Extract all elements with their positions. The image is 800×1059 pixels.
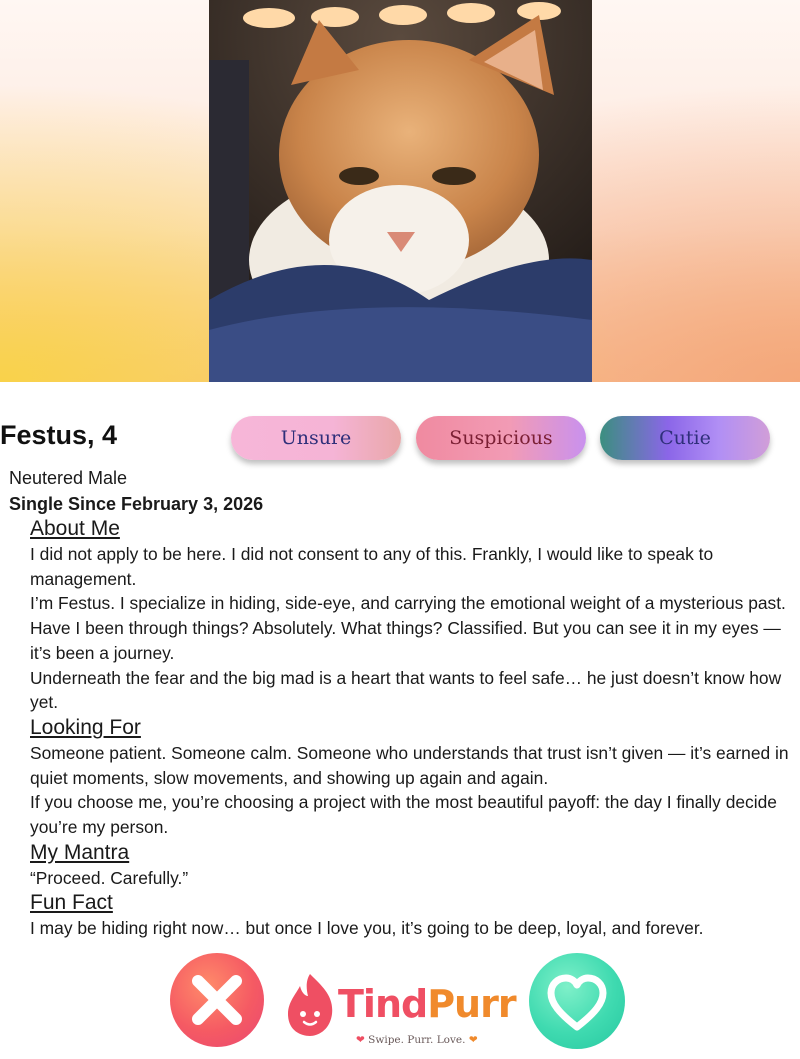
logo-word-tind: Tind	[338, 982, 428, 1026]
mantra-heading: My Mantra	[30, 840, 130, 864]
tindpurr-logo	[282, 970, 514, 1052]
fun-fact-heading: Fun Fact	[30, 891, 113, 915]
about-heading: About Me	[30, 517, 120, 540]
reaction-cutie-button[interactable]	[600, 416, 770, 460]
looking-for-paragraph: Someone patient. Someone calm. Someone who understands that trust isn’t given — it’s earned in quiet moments, slow movements, and showing up again and again.	[30, 742, 789, 788]
logo-wordmark	[338, 982, 516, 1026]
profile-photo	[209, 0, 592, 382]
cat-flame-icon	[282, 972, 338, 1038]
reaction-suspicious-label: Suspicious	[449, 427, 553, 449]
fun-fact-text: I may be hiding right now… but once I love you, it’s going to be deep, loyal, and forever.	[30, 918, 704, 939]
reaction-unsure-label: Unsure	[280, 427, 352, 449]
looking-for-heading: Looking For	[30, 715, 141, 739]
close-icon	[170, 953, 264, 1047]
heart-icon	[529, 953, 625, 1049]
dislike-button[interactable]	[170, 953, 264, 1047]
profile-name: Festus, 4	[0, 420, 118, 450]
profile-gender: Neutered Male	[9, 468, 128, 488]
like-button[interactable]	[529, 953, 625, 1049]
logo-word-purr: Purr	[427, 982, 516, 1026]
reaction-suspicious-button[interactable]	[416, 416, 586, 460]
profile-bio	[30, 516, 800, 941]
mantra-text: “Proceed. Carefully.”	[30, 867, 189, 888]
about-paragraph: I did not apply to be here. I did not consent to any of this. Frankly, I would like to speak to management.	[30, 544, 714, 589]
reaction-cutie-label: Cutie	[659, 427, 711, 449]
hero-background	[0, 0, 800, 382]
about-paragraph: Underneath the fear and the big mad is a heart that wants to feel safe… he just doesn’t know how yet.	[30, 667, 782, 713]
about-paragraph: I’m Festus. I specialize in hiding, side-eye, and carrying the emotional weight of a mysterious past. Have I been through things? Absolutely. What things? Classified. But you can see it in my eyes — it’s been a journey.	[30, 593, 786, 663]
logo-tagline-row	[356, 1034, 478, 1046]
profile-single-since: Single Since February 3, 2026	[9, 494, 264, 514]
logo-tagline: Swipe. Purr. Love.	[368, 1034, 466, 1046]
tagline-heart-icon: ❤	[356, 1034, 365, 1046]
looking-for-paragraph: If you choose me, you’re choosing a project with the most beautiful payoff: the day I finally decide you’re my person.	[30, 792, 777, 838]
tagline-heart-icon: ❤	[468, 1034, 478, 1046]
cat-photo-illustration	[209, 0, 592, 382]
reaction-unsure-button[interactable]	[231, 416, 401, 460]
